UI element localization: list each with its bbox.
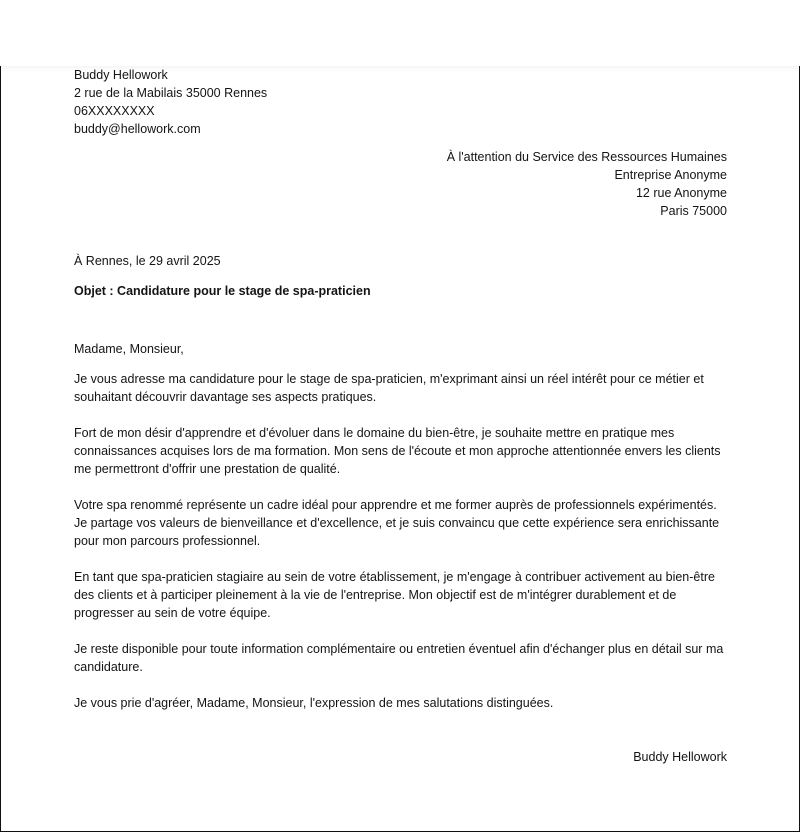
body-paragraph-4: En tant que spa-praticien stagiaire au sein de votre établissement, je m'engage à contribuer activement au bien-être des clients et à participer pleinement à la vie de l'entreprise. Mon objectif est de m'intégrer durablement et de progresser au sein de votre équipe. (74, 570, 715, 620)
sender-address: 2 rue de la Mabilais 35000 Rennes (74, 86, 268, 100)
recipient-street: 12 rue Anonyme (635, 186, 727, 200)
salutation: Madame, Monsieur, (74, 342, 184, 356)
date-line: À Rennes, le 29 avril 2025 (74, 254, 221, 268)
recipient-city: Paris 75000 (660, 204, 727, 218)
body-paragraph-3: Votre spa renommé représente un cadre idéal pour apprendre et me former auprès de professionnels expérimentés. Je partage vos valeurs de bienveillance et d'excellence, et je suis convaincu que cette expérience sera enrichissante pour mon parcours professionnel. (74, 498, 720, 548)
recipient-company: Entreprise Anonyme (614, 168, 727, 182)
body-paragraph-5: Je reste disponible pour toute information complémentaire ou entretien éventuel afin d'échanger plus en détail sur ma candidature. (74, 642, 724, 674)
closing-formula: Je vous prie d'agréer, Madame, Monsieur, l'expression de mes salutations distinguées. (74, 696, 554, 710)
sender-name: Buddy Hellowork (74, 68, 168, 82)
sender-email: buddy@hellowork.com (74, 122, 201, 136)
recipient-attention: À l'attention du Service des Ressources Humaines (446, 150, 727, 164)
body-paragraph-1: Je vous adresse ma candidature pour le stage de spa-praticien, m'exprimant ainsi un réel intérêt pour ce métier et souhaitant découvrir davantage ses aspects pratiques. (74, 372, 704, 404)
sender-phone: 06XXXXXXXX (74, 104, 155, 118)
sender-block (74, 66, 728, 138)
body-paragraph-2: Fort de mon désir d'apprendre et d'évoluer dans le domaine du bien-être, je souhaite mettre en pratique mes connaissances acquises lors de ma formation. Mon sens de l'écoute et mon approche attentionnée envers les clients me permettront d'offrir une prestation de qualité. (74, 426, 721, 476)
subject-line: Objet : Candidature pour le stage de spa-praticien (74, 284, 371, 298)
top-bar (0, 0, 800, 66)
letter-page (0, 66, 800, 832)
recipient-block (447, 148, 727, 220)
signature: Buddy Hellowork (633, 750, 727, 764)
